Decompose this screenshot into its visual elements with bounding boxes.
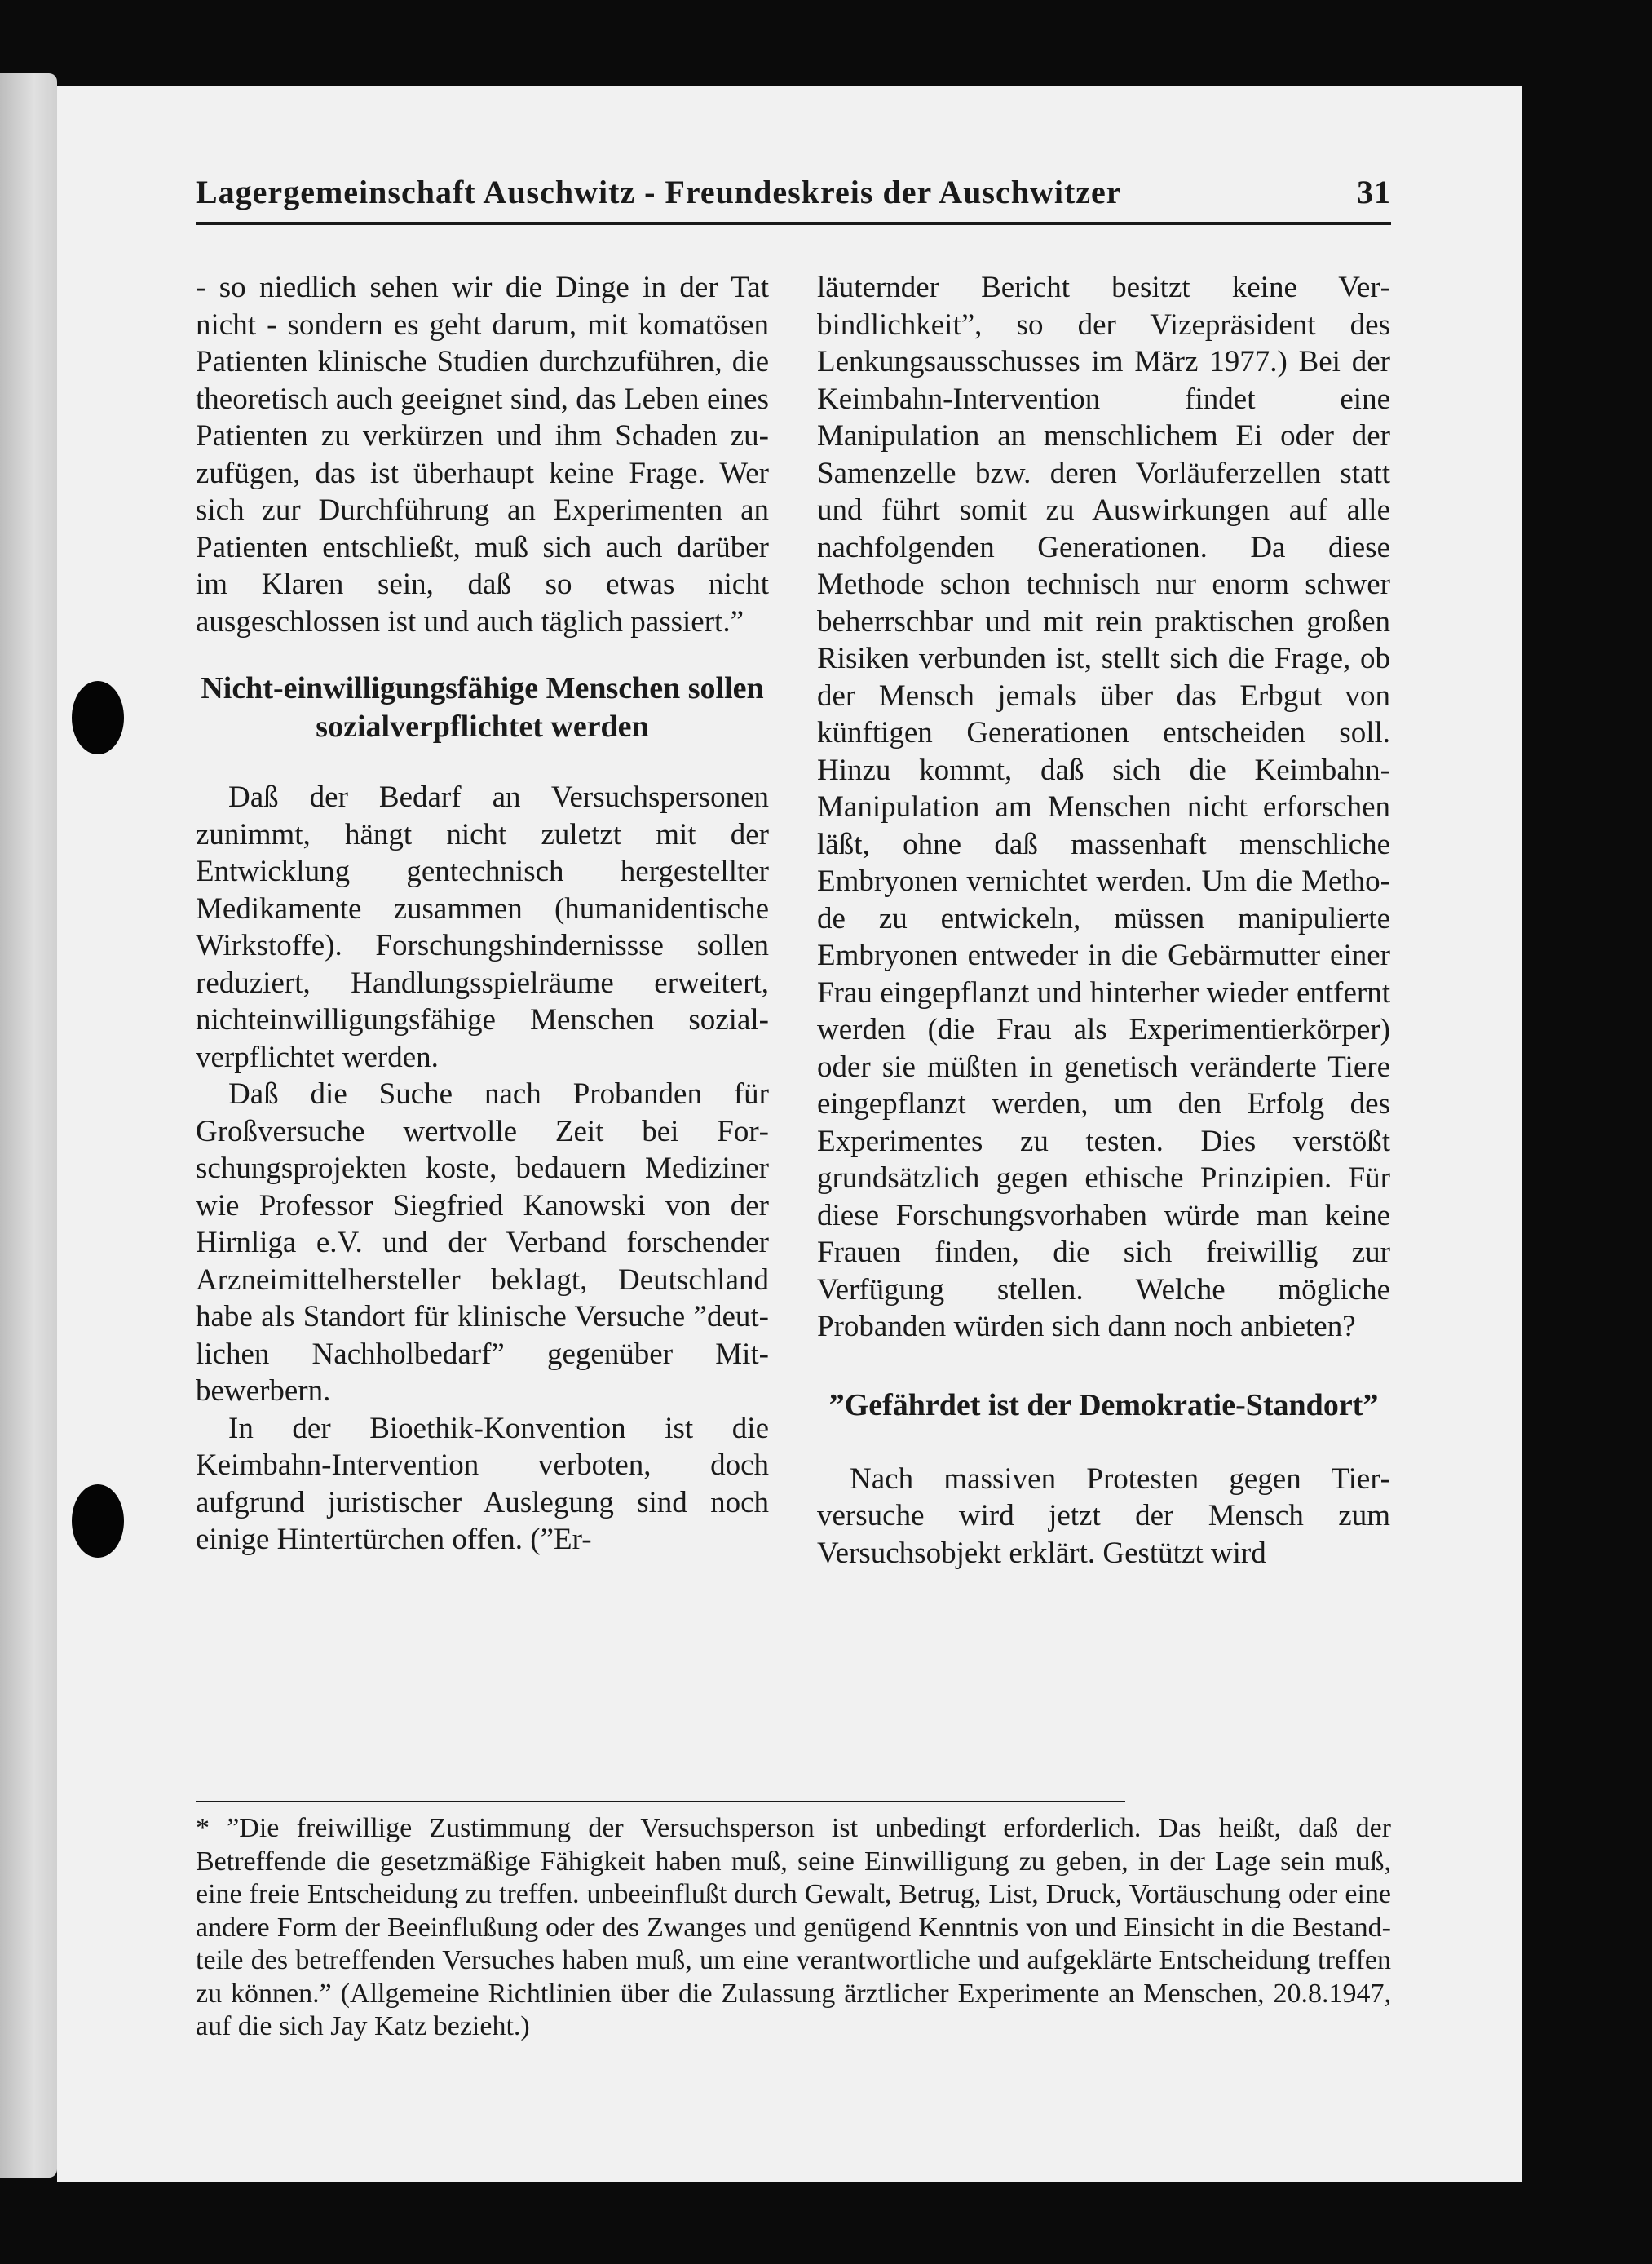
footnote: * ”Die freiwillige Zustimmung der Versuchsperson ist unbedingt erforderlich. Das heißt, daß der Betreffende die gesetzmäßige Fähigkeit haben muß, seine Einwilligung zu geben, in der Lage sein muß, eine freie Entscheidung zu treffen. unbeeinflußt durch Gewalt, Betrug, List, Druck, Vortäuschung oder eine andere Form der Beeinflußung oder des Zwanges und genügend Kenntnis von und Einsicht in die Bestandteile des betreffenden Versuches haben muß, um eine verantwortliche und aufgeklärte Entscheidung treffen zu können.” (Allgemeine Richtlinien über die Zulassung ärztlicher Experimente an Menschen, 20.8.1947, auf die sich Jay Katz bezieht.) [196, 1813, 1391, 2041]
footnote-rule [196, 1801, 1125, 1802]
section-heading: Nicht-einwilligungsfähige Menschen sollen sozialverpflichtet werden [201, 671, 764, 744]
header-rule [196, 222, 1391, 225]
left-column [196, 269, 769, 1559]
section-heading: ”Gefährdet ist der Demokratie-Standort” [828, 1387, 1379, 1422]
binder-hole-top [72, 681, 124, 754]
paragraph: - so niedlich sehen wir die Dinge in der Tat nicht - sondern es geht darum, mit komatösen Patienten klinische Studien durchzuführen, die theoretisch auch geeignet sind, das Leben eines Patienten zu verkürzen und ihm Schaden zuzufügen, das ist überhaupt keine Frage. Wer sich zur Durchführung an Experimenten an Patienten entschließt, muß sich auch darüber im Klaren sein, daß so etwas nicht ausgeschlossen ist und auch täglich passiert.” [196, 271, 769, 639]
paragraph: läuternder Bericht besitzt keine Verbindlichkeit”, so der Vizepräsident des Lenkungsausschusses im März 1977.) Bei der Keimbahn-Intervention findet eine Manipulation an menschlichem Ei oder der Samenzelle bzw. deren Vorläuferzellen statt und führt somit zu Auswirkungen auf alle nachfolgenden Generationen. Da diese Methode schon technisch nur enorm schwer beherrschbar und mit rein praktischen großen Risiken verbunden ist, stellt sich die Frage, ob der Mensch jemals über das Erbgut von künftigen Generationen entscheiden soll. Hinzu kommt, daß sich die Keimbahn-Manipulation am Menschen nicht erforschen läßt, ohne daß massenhaft menschliche Embryonen vernichtet werden. Um die Methode zu entwickeln, müssen manipulierte Embryonen entweder in die Gebärmutter einer Frau eingepflanzt und hinterher wieder entfernt werden (die Frau als Experimentierkörper) oder sie müßten in genetisch veränderte Tiere eingepflanzt werden, um den Erfolg des Experimentes zu testen. Dies verstößt grundsätzlich gegen ethische Prinzipien. Für diese Forschungsvorhaben würde man keine Frauen finden, die sich freiwillig zur Verfügung stellen. Welche mögliche Probanden würden sich dann noch anbieten? [817, 271, 1390, 1343]
paragraph: Nach massiven Protesten gegen Tierversuche wird jetzt der Mensch zum Versuchsobjekt erklärt. Gestützt wird [817, 1461, 1390, 1570]
right-column [817, 269, 1390, 1572]
header-title: Lagergemeinschaft Auschwitz - Freundeskreis der Auschwitzer [196, 174, 1122, 210]
binder-hole-bottom [72, 1484, 124, 1558]
previous-page-edge [0, 73, 57, 2178]
paragraph: In der Bioethik-Konvention ist die Keimbahn-Intervention verboten, doch aufgrund juristischer Auslegung sind noch einige Hintertürchen offen. (”Er- [196, 1411, 769, 1556]
page-number: 31 [1357, 174, 1391, 210]
paragraph: Daß die Suche nach Probanden für Großversuche wertvolle Zeit bei Forschungsprojekten koste, bedauern Mediziner wie Professor Siegfried Kanowski von der Hirnliga e.V. und der Verband forschender Arzneimittelhersteller beklagt, Deutschland habe als Standort für klinische Versuche ”deutlichen Nachholbedarf” gegenüber Mitbewerbern. [196, 1077, 769, 1408]
paragraph: Daß der Bedarf an Versuchspersonen zunimmt, hängt nicht zuletzt mit der Entwicklung gentechnisch hergestellter Medikamente zusammen (humanidentische Wirkstoffe). Forschungshindernissse sollen reduziert, Handlungsspielräume erweitert, nichteinwilligungsfähige Menschen sozialverpflichtet werden. [196, 780, 769, 1074]
running-header [196, 173, 1391, 211]
